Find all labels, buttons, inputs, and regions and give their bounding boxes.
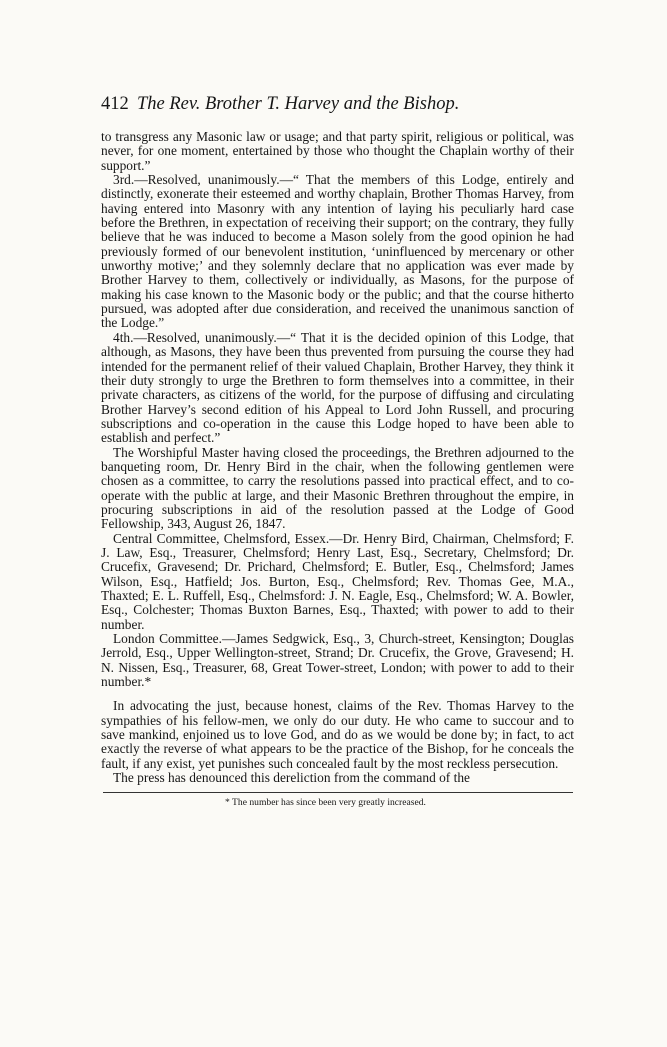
page-body <box>101 130 574 785</box>
paragraph-press: The press has denounced this dereliction from the command of the <box>113 770 470 786</box>
paragraph-proceedings: The Worshipful Master having closed the proceedings, the Brethren adjourned to the banqueting room, Dr. Henry Bird in the chair, when the following gentlemen were chosen as a committee, to carry the resolutions passed into practical effect, and to co-operate with the public at large, and their Masonic Brethren throughout the empire, in procuring subscriptions in aid of the resolution passed at the Lodge of Good Fellowship, 343, August 26, 1847. <box>101 444 574 532</box>
paragraph-london-committee: London Committee.—James Sedgwick, Esq., 3, Church-street, Kensington; Douglas Jerrold, Esq., Upper Wellington-street, Strand; Dr. Crucefix, the Grove, Gravesend; H. N. Nissen, Esq., Treasurer, 68, Great Tower-street, London; with power to add to their number.* <box>101 631 574 690</box>
paragraph-central-committee: Central Committee, Chelmsford, Essex.—Dr. Henry Bird, Chairman, Chelmsford; F. J. Law, Esq., Treasurer, Chelmsford; Henry Last, Esq., Secretary, Chelmsford; Dr. Crucefix, Gravesend; Dr. Prichard, Chelmsford; E. Butler, Esq., Chelmsford; James Wilson, Esq., Hatfield; Jos. Burton, Esq., Chelmsford; Rev. Thomas Gee, M.A., Thaxted; E. L. Ruffell, Esq., Chelmsford: J. N. Eagle, Esq., Chelmsford; W. A. Bowler, Esq., Colchester; Thomas Buxton Barnes, Esq., Thaxted; with power to add to their number. <box>101 530 574 632</box>
footnote-rule <box>103 792 573 793</box>
footnote: * The number has since been very greatly increased. <box>225 797 426 809</box>
page-number: 412 <box>101 94 129 114</box>
book-page <box>101 94 574 808</box>
running-header <box>101 94 574 118</box>
paragraph-advocating: In advocating the just, because honest, claims of the Rev. Thomas Harvey to the sympathies of his fellow-men, we only do our duty. He who came to succour and to save mankind, enjoined us to love God, and do as we would be done by; in fact, to act exactly the reverse of what appears to be the practice of the Bishop, for he conceals the fault, if any exist, yet punishes such concealed fault by the most reckless persecution. <box>101 698 574 771</box>
running-title: The Rev. Brother T. Harvey and the Bishop. <box>137 94 460 114</box>
paragraph-continuation: to transgress any Masonic law or usage; and that party spirit, religious or political, was never, for one moment, entertained by those who thought the Chaplain worthy of their support.” <box>101 129 574 173</box>
paragraph-resolution-4: 4th.—Resolved, unanimously.—“ That it is the decided opinion of this Lodge, that although, as Masons, they have been thus prevented from pursuing the course they had intended for the permanent relief of their valued Chaplain, Brother Harvey, they think it their duty strongly to urge the Brethren to form themselves into a committee, in their private characters, as citizens of the world, for the purpose of diffusing and circulating Brother Harvey’s second edition of his Appeal to Lord John Russell, and procuring subscriptions and co-operation in the cause this Lodge hoped to have been able to establish and perfect.” <box>101 329 574 446</box>
paragraph-resolution-3: 3rd.—Resolved, unanimously.—“ That the members of this Lodge, entirely and distinctly, exonerate their esteemed and worthy chaplain, Brother Thomas Harvey, from having entered into Masonry with any intention of laying his peculiarly hard case before the Brethren, in expectation of receiving their support; on the contrary, they fully believe that he was induced to become a Mason solely from the good opinion he had previously formed of our benevolent institution, ‘uninfluenced by mercenary or other unworthy motive;’ and they solemnly declare that no application was ever made by Brother Harvey to them, collectively or individually, as Masons, for the purpose of making his case known to the Masonic body or the public; and that the course hitherto pursued, was adopted after due consideration, and received the unanimous sanction of the Lodge.” <box>101 172 574 331</box>
